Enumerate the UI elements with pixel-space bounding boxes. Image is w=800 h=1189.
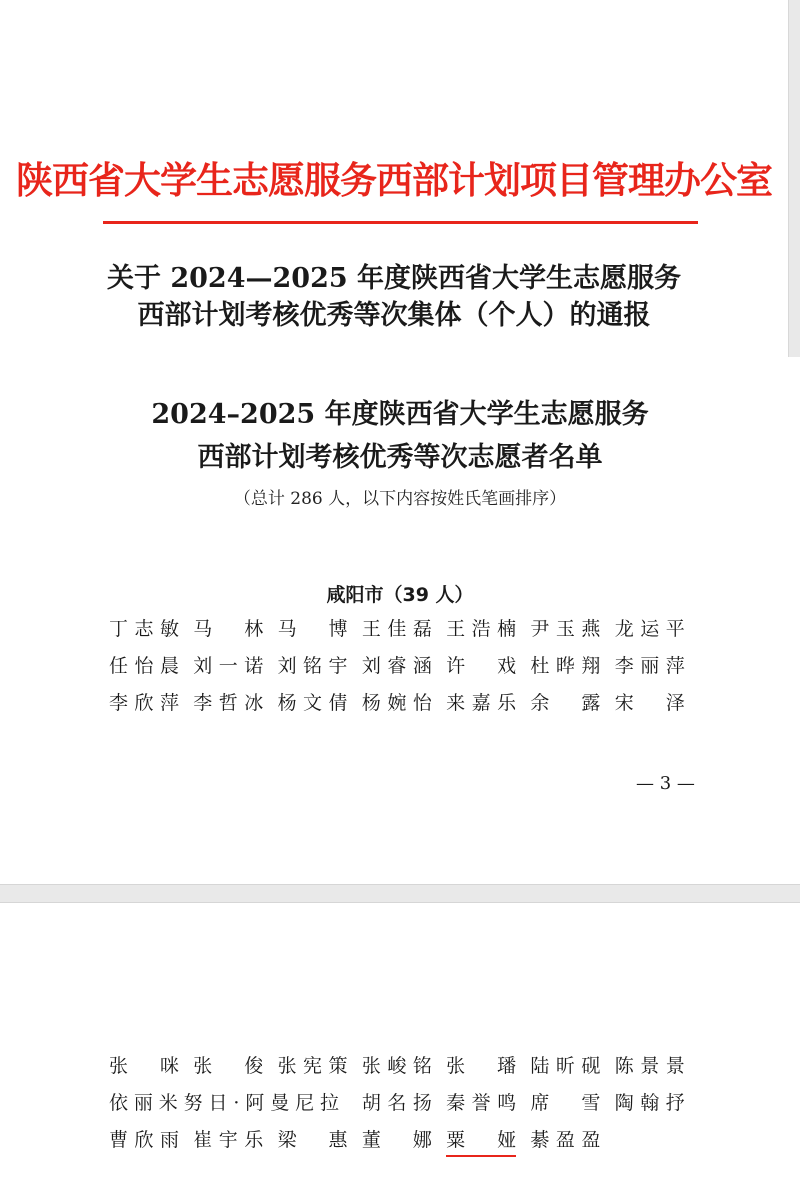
list-title-line1: 2024–2025 年度陕西省大学生志愿服务 — [151, 399, 649, 430]
list-item: 席 雪 — [530, 1092, 601, 1114]
list-item: 张 咪 — [109, 1055, 179, 1077]
office-title: 陕西省大学生志愿服务西部计划项目管理办公室 — [16, 159, 772, 202]
list-item: 余 露 — [530, 692, 601, 714]
list-item: 丁志敏 — [109, 618, 179, 640]
page-header-section — [0, 0, 789, 357]
red-divider-line — [103, 221, 698, 224]
list-item: 任怡晨 — [109, 655, 179, 677]
list-item: 杨婉怡 — [361, 692, 432, 714]
city-header: 咸阳市（39 人） — [326, 584, 474, 606]
list-item: 曹欣雨 — [109, 1129, 179, 1151]
list-item: 马 博 — [277, 618, 348, 640]
list-item: 龙运平 — [614, 618, 685, 640]
list-title-line2: 西部计划考核优秀等次志愿者名单 — [197, 442, 603, 473]
list-note: （总计 286 人，以下内容按姓氏笔画排序） — [233, 489, 567, 509]
list-item: 陶翰抒 — [614, 1092, 685, 1114]
notice-title-line1: 关于 2024—2025 年度陕西省大学生志愿服务 — [106, 263, 682, 294]
list-item: 陈景景 — [614, 1055, 685, 1077]
list-item: 粟 娅 — [446, 1127, 516, 1157]
list-item: 李丽萍 — [614, 655, 685, 677]
list-item: 崔宇乐 — [193, 1129, 264, 1151]
list-item: 张峻铭 — [361, 1055, 432, 1077]
name-list-page4 — [109, 1053, 699, 1157]
list-item: 杜晔翔 — [530, 655, 601, 677]
list-item: 王佳磊 — [361, 618, 432, 640]
list-item: 许 戏 — [446, 655, 517, 677]
list-title-section — [0, 357, 800, 557]
list-item: 来嘉乐 — [446, 692, 517, 714]
list-item: 王浩楠 — [446, 618, 517, 640]
list-item: 依丽米努日·阿曼尼拉 — [109, 1092, 339, 1114]
list-item: 张 俊 — [193, 1055, 264, 1077]
list-item: 秦誉鸣 — [446, 1092, 517, 1114]
list-item: 杨文倩 — [277, 692, 348, 714]
list-item: 董 娜 — [361, 1129, 432, 1151]
list-item: 刘睿涵 — [361, 655, 432, 677]
list-item: 张宪策 — [277, 1055, 348, 1077]
list-item: 陆昕砚 — [530, 1055, 601, 1077]
list-item: 李欣萍 — [109, 692, 179, 714]
page-4-section — [0, 902, 800, 1189]
list-item: 刘铭宇 — [277, 655, 348, 677]
page-3-section — [0, 557, 800, 885]
list-item: 尹玉燕 — [530, 618, 601, 640]
list-item: 马 林 — [193, 618, 264, 640]
list-item: 胡名扬 — [361, 1092, 432, 1114]
list-item: 张 璠 — [446, 1055, 517, 1077]
list-item: 刘一诺 — [193, 655, 264, 677]
list-item: 綦盈盈 — [530, 1129, 601, 1151]
list-item: 李哲冰 — [193, 692, 264, 714]
list-item: 梁 惠 — [277, 1129, 348, 1151]
notice-title-line2: 西部计划考核优秀等次集体（个人）的通报 — [137, 300, 651, 331]
list-item: 宋 泽 — [614, 692, 685, 714]
page-number: — 3 — — [636, 773, 695, 794]
name-list-page3 — [109, 616, 699, 716]
